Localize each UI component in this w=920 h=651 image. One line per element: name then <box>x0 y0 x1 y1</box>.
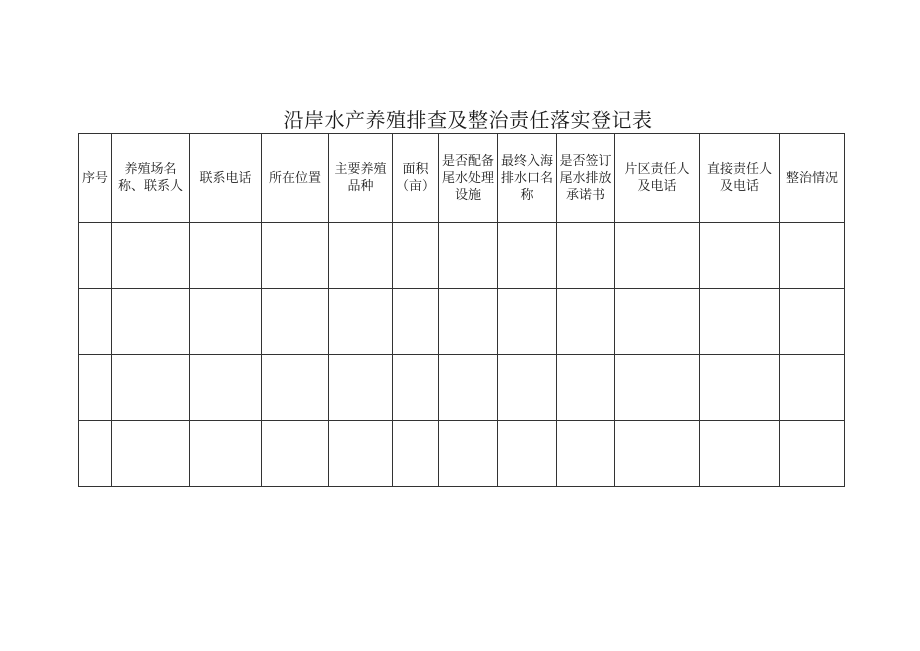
table-cell <box>112 355 190 421</box>
table-cell <box>79 355 112 421</box>
header-discharge-commitment: 是否签订 尾水排放 承诺书 <box>557 134 615 223</box>
header-tailwater-facility: 是否配备 尾水处理 设施 <box>439 134 498 223</box>
table-cell <box>439 223 498 289</box>
header-area-responsible-person: 片区责任人 及电话 <box>615 134 700 223</box>
registration-table <box>78 133 845 487</box>
table-cell <box>262 289 329 355</box>
table-cell <box>112 223 190 289</box>
table-cell <box>498 421 557 487</box>
table-cell <box>557 289 615 355</box>
table-cell <box>557 223 615 289</box>
table-cell <box>439 355 498 421</box>
table-cell <box>498 223 557 289</box>
table-cell <box>79 421 112 487</box>
table-cell <box>262 355 329 421</box>
header-farm-name-contact: 养殖场名 称、联系人 <box>112 134 190 223</box>
header-row <box>79 134 845 223</box>
table-row <box>79 421 845 487</box>
table-cell <box>393 289 439 355</box>
table-row <box>79 223 845 289</box>
header-location: 所在位置 <box>262 134 329 223</box>
table-cell <box>79 289 112 355</box>
table-cell <box>190 421 262 487</box>
table-cell <box>557 421 615 487</box>
table-cell <box>190 289 262 355</box>
table-cell <box>79 223 112 289</box>
table-cell <box>780 355 845 421</box>
table-cell <box>393 223 439 289</box>
header-direct-responsible-person: 直接责任人 及电话 <box>700 134 780 223</box>
table-cell <box>615 223 700 289</box>
table-cell <box>557 355 615 421</box>
table-cell <box>393 421 439 487</box>
table-cell <box>615 289 700 355</box>
table-cell <box>262 223 329 289</box>
header-outfall-name: 最终入海 排水口名 称 <box>498 134 557 223</box>
table-cell <box>615 421 700 487</box>
header-area: 面积 （亩） <box>393 134 439 223</box>
table-cell <box>439 421 498 487</box>
table-row <box>79 355 845 421</box>
table-cell <box>190 355 262 421</box>
table-cell <box>112 289 190 355</box>
table-cell <box>700 289 780 355</box>
header-serial-number: 序号 <box>79 134 112 223</box>
table-cell <box>615 355 700 421</box>
table-cell <box>329 223 393 289</box>
table-cell <box>700 355 780 421</box>
table-cell <box>112 421 190 487</box>
header-main-species: 主要养殖 品种 <box>329 134 393 223</box>
table-cell <box>498 355 557 421</box>
table-cell <box>329 421 393 487</box>
table-cell <box>780 421 845 487</box>
table-cell <box>190 223 262 289</box>
table-cell <box>700 421 780 487</box>
table-cell <box>700 223 780 289</box>
header-phone: 联系电话 <box>190 134 262 223</box>
table-cell <box>780 223 845 289</box>
table-cell <box>498 289 557 355</box>
header-rectification-status: 整治情况 <box>780 134 845 223</box>
table-row <box>79 289 845 355</box>
table-cell <box>439 289 498 355</box>
document-title: 沿岸水产养殖排查及整治责任落实登记表 <box>283 108 653 132</box>
table-cell <box>329 355 393 421</box>
table-cell <box>262 421 329 487</box>
table-cell <box>780 289 845 355</box>
table-cell <box>393 355 439 421</box>
table-cell <box>329 289 393 355</box>
